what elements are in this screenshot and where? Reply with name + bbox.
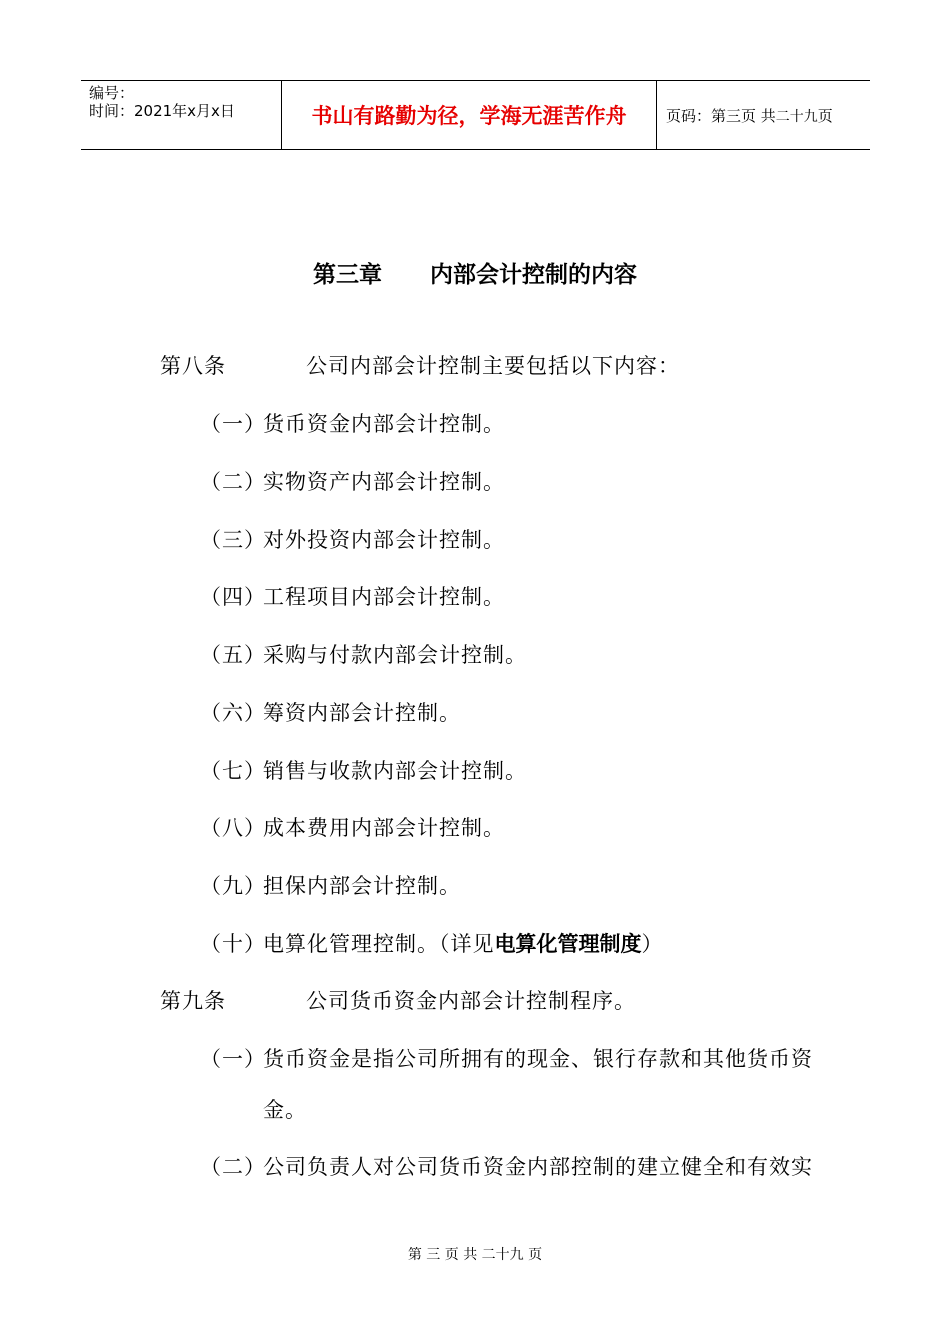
- list-item-number: （十）: [200, 932, 266, 956]
- list-item-text: 担保内部会计控制。: [263, 874, 461, 898]
- article-9-text: 公司货币资金内部会计控制程序。: [306, 989, 636, 1013]
- list-item-number: （一）: [200, 1047, 266, 1071]
- document-header: [81, 80, 870, 150]
- list-item-text: 对外投资内部会计控制。: [263, 528, 505, 552]
- header-info-cell: [81, 81, 281, 149]
- list-item-text: 工程项目内部会计控制。: [263, 585, 505, 609]
- list-item-number: （九）: [200, 874, 266, 898]
- article-8-text: 公司内部会计控制主要包括以下内容：: [306, 354, 680, 378]
- page-label: 页码：第三页 共: [666, 107, 776, 125]
- list-item-number: （三）: [200, 528, 266, 552]
- referenced-regulation-link: 电算化管理制度: [494, 932, 642, 956]
- list-item-text: 筹资内部会计控制。: [263, 701, 461, 725]
- list-item-text: 销售与收款内部会计控制。: [263, 759, 527, 783]
- page-indicator: [666, 106, 833, 127]
- list-item-number: （二）: [200, 1155, 266, 1179]
- header-motto-cell: [281, 81, 657, 149]
- motto-text: 书山有路勤为径，学海无涯苦作舟: [311, 104, 627, 128]
- list-item-text: 货币资金内部会计控制。: [263, 412, 505, 436]
- header-page-cell: [656, 81, 870, 149]
- list-item-text: 成本费用内部会计控制。: [263, 816, 505, 840]
- list-item-text: 采购与付款内部会计控制。: [263, 643, 527, 667]
- list-item-text: 实物资产内部会计控制。: [263, 470, 505, 494]
- number-label: 编号：: [89, 84, 135, 102]
- list-item-text-continuation: 金。: [263, 1098, 307, 1122]
- list-item-number: （七）: [200, 759, 266, 783]
- list-item-number: （四）: [200, 585, 266, 609]
- article-8-label: 第八条: [160, 354, 226, 378]
- chapter-title: 第三章 内部会计控制的内容: [312, 262, 638, 288]
- list-item-number: （一）: [200, 412, 266, 436]
- page-total: 二十九: [775, 109, 818, 125]
- list-item-number: （六）: [200, 701, 266, 725]
- page-unit: 页: [817, 107, 833, 125]
- page-footer: 第 三 页 共 二十九 页: [407, 1247, 543, 1263]
- list-item-number: （五）: [200, 643, 266, 667]
- list-item-text: 公司负责人对公司货币资金内部控制的建立健全和有效实: [263, 1155, 813, 1179]
- date-label: 时间：2021年x月x日: [89, 102, 235, 120]
- list-item-number: （二）: [200, 470, 266, 494]
- list-item-number: （八）: [200, 816, 266, 840]
- list-item-text-main: 电算化管理控制。（详见: [263, 932, 495, 956]
- list-item-text-tail: ）: [641, 932, 664, 956]
- list-item-text: 货币资金是指公司所拥有的现金、银行存款和其他货币资: [263, 1047, 813, 1071]
- article-9-label: 第九条: [160, 989, 226, 1013]
- list-item-text: [263, 930, 664, 958]
